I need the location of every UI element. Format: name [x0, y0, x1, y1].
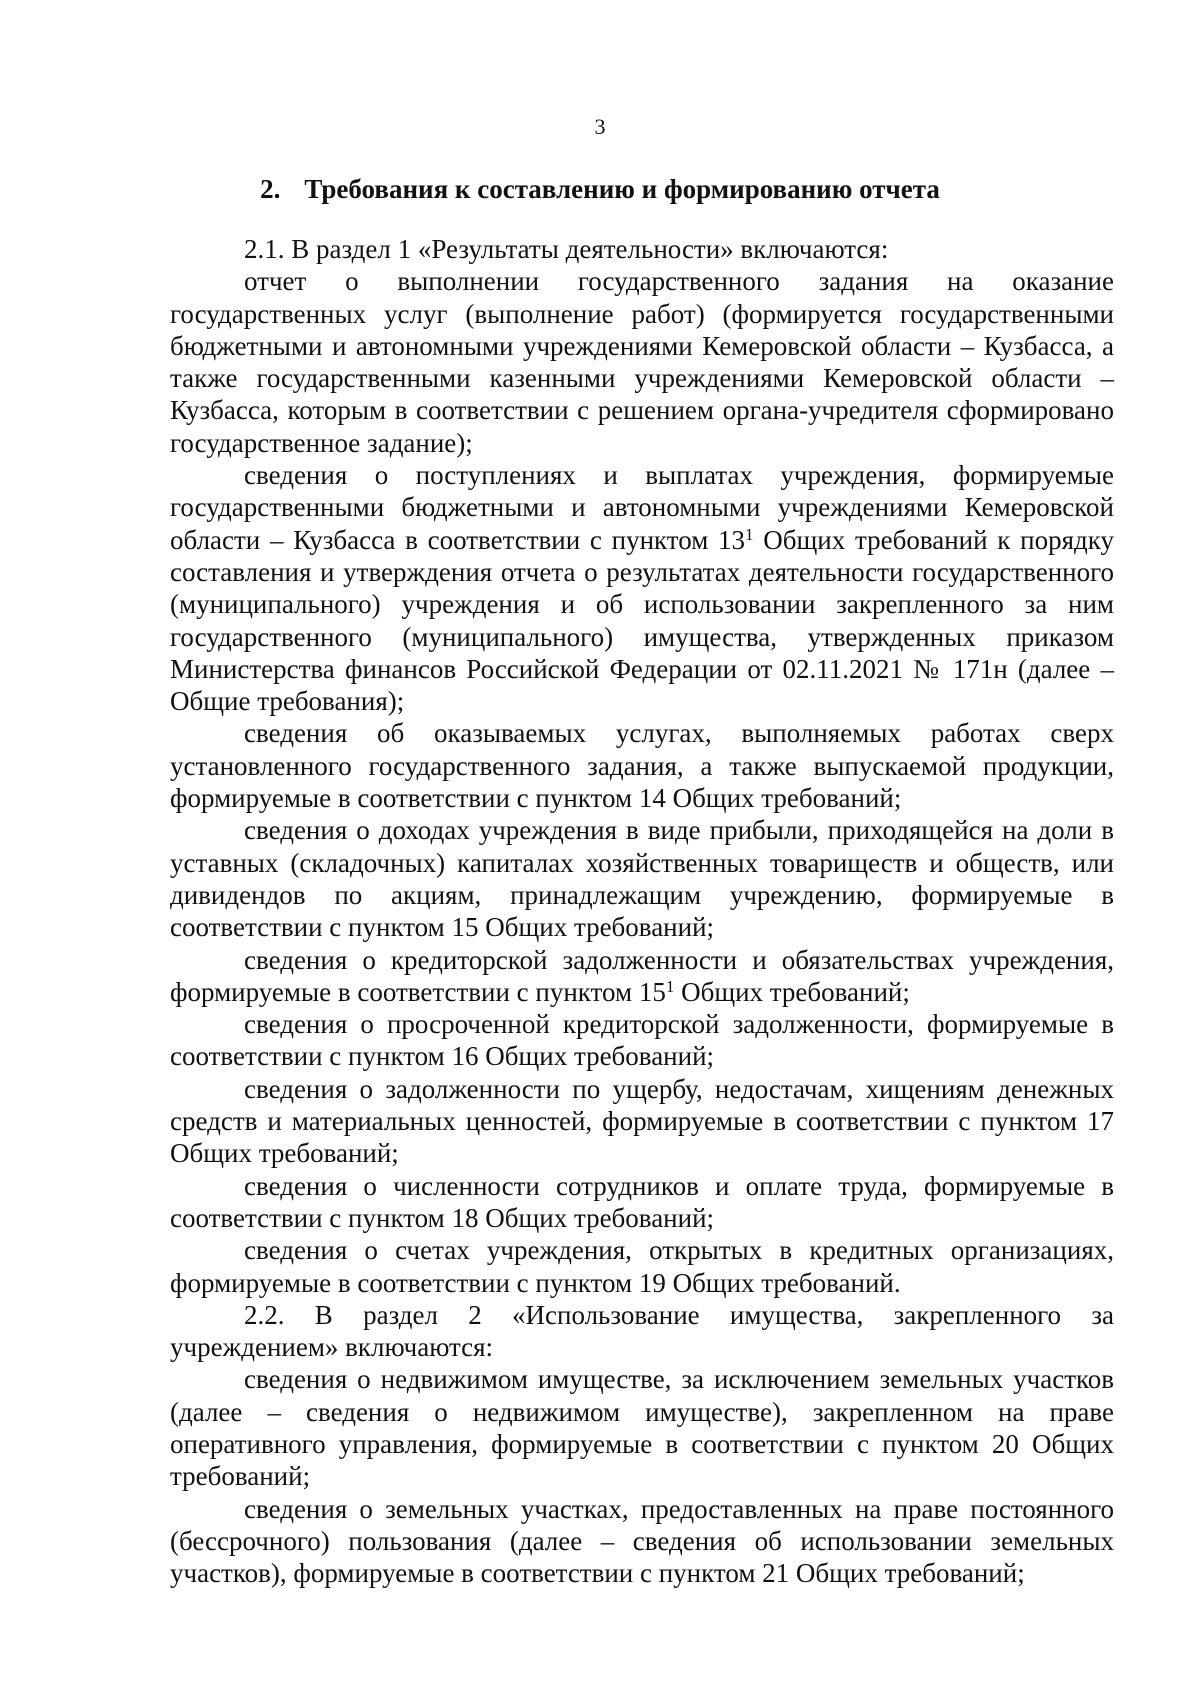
document-body [170, 233, 1114, 1589]
paragraph-land-plots: сведения о земельных участках, предоставленных на праве постоянного (бессрочного) пользования (далее – сведения об использовании земельных участков), формируемые в соответствии с пунктом 21 Общих требований; [170, 1493, 1114, 1589]
paragraph-real-estate: сведения о недвижимом имуществе, за исключением земельных участков (далее – сведения о недвижимом имуществе), закрепленном на праве оперативного управления, формируемые в соответствии с пунктом 20 Общих требований; [170, 1364, 1114, 1492]
superscript: 1 [665, 976, 675, 996]
page-number: 3 [594, 114, 606, 139]
paragraph-state-task-report: отчет о выполнении государственного задания на оказание государственных услуг (выполнение работ) (формируется государственными бюджетными и автономными учреждениями Кемеровской области – Кузбасса, а также государственными казенными учреждениями Кемеровской области – Кузбасса, которым в соответствии с решением органа-учредителя сформировано государственное задание); [170, 266, 1114, 458]
paragraph-income-payments [170, 459, 1114, 717]
paragraph-text: сведения о поступлениях и выплатах учреждения, формируемые государственными бюджетными и автономными учреждениями Кемеровской области – Кузбасса в соответствии с пунктом 13 [170, 460, 1114, 555]
paragraph-creditor-debt [170, 944, 1114, 1009]
superscript: 1 [745, 524, 754, 544]
paragraph-2-1: 2.1. В раздел 1 «Результаты деятельности» включаются: [244, 234, 889, 264]
section-heading [0, 172, 1200, 206]
paragraph-text: Общих требований к порядку составления и утверждения отчета о результатах деятельности государственного (муниципального) учреждения и об использовании закрепленного за ним государственного (муниципального) имущества, утвержденных приказом Министерства финансов Российской Федерации от 02.11.2021 № 171н (далее – Общие требования); [170, 524, 1114, 717]
paragraph-bank-accounts: сведения о счетах учреждения, открытых в кредитных организациях, формируемые в соответствии с пунктом 19 Общих требований. [170, 1235, 1114, 1298]
paragraph-text: сведения о кредиторской задолженности и обязательствах учреждения, формируемые в соответствии с пунктом 15 [170, 944, 1114, 1007]
paragraph-damage-debt: сведения о задолженности по ущербу, недостачам, хищениям денежных средств и материальных ценностей, формируемые в соответствии с пунктом 17 Общих требований; [170, 1073, 1114, 1169]
section-number: 2. [260, 174, 281, 204]
paragraph-profit-dividends: сведения о доходах учреждения в виде прибыли, приходящейся на доли в уставных (складочных) капиталах хозяйственных товариществ и обществ, или дивидендов по акциям, принадлежащим учреждению, формируемые в соответствии с пунктом 15 Общих требований; [170, 815, 1114, 943]
paragraph-2-2: 2.2. В раздел 2 «Использование имущества, закрепленного за учреждением» включаются: [170, 1299, 1114, 1363]
paragraph-staff-payroll: сведения о численности сотрудников и оплате труда, формируемые в соответствии с пунктом 18 Общих требований; [170, 1170, 1114, 1233]
section-title: Требования к составлению и формированию отчета [304, 174, 940, 204]
paragraph-text: Общих требований; [674, 976, 910, 1007]
paragraph-overdue-debt: сведения о просроченной кредиторской задолженности, формируемые в соответствии с пунктом 16 Общих требований; [170, 1009, 1114, 1072]
paragraph-extra-services: сведения об оказываемых услугах, выполняемых работах сверх установленного государственного задания, а также выпускаемой продукции, формируемые в соответствии с пунктом 14 Общих требований; [170, 718, 1114, 814]
